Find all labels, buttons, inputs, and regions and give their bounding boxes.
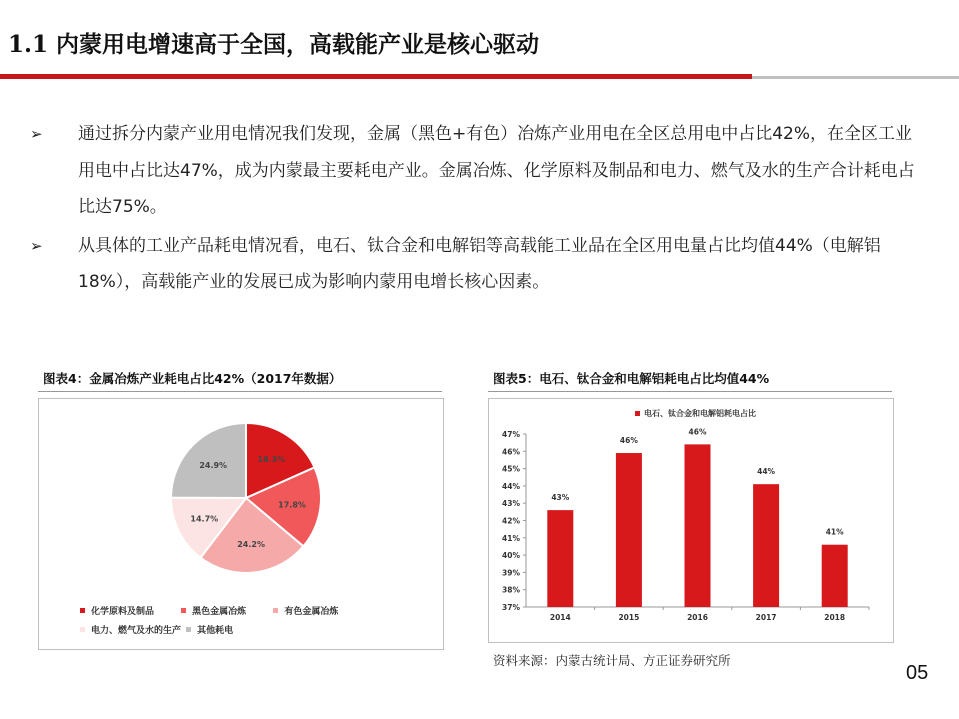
bullet-item <box>30 228 920 301</box>
pie-data-label: 24.2% <box>237 540 265 550</box>
bar-data-label: 41% <box>825 527 844 537</box>
pie-data-label: 17.8% <box>278 500 306 510</box>
x-tick-label: 2018 <box>824 613 846 622</box>
y-tick-label: 37% <box>502 603 520 612</box>
pie-legend <box>80 604 440 636</box>
bar <box>685 444 711 607</box>
x-tick-label: 2016 <box>687 613 708 622</box>
bar <box>822 545 848 607</box>
bar-data-label: 44% <box>757 467 776 477</box>
bullet-list <box>30 116 920 303</box>
legend-item <box>186 623 233 636</box>
legend-swatch <box>635 411 640 416</box>
arrow-bullet-icon: ➢ <box>30 125 43 143</box>
y-tick-label: 45% <box>502 464 520 474</box>
x-tick-label: 2017 <box>755 613 777 622</box>
legend-item <box>80 604 154 617</box>
legend-label: 电石、钛合金和电解铝耗电占比 <box>644 409 756 418</box>
figure4-title: 图表4：金属冶炼产业耗电占比42%（2017年数据） <box>43 371 342 386</box>
y-tick-label: 41% <box>502 533 520 543</box>
y-tick-label: 47% <box>502 430 520 439</box>
figure5-chart-box <box>488 398 894 643</box>
figure5-title: 图表5：电石、钛合金和电解铝耗电占比均值44% <box>493 371 770 386</box>
legend-item <box>80 623 181 636</box>
pie-data-label: 24.9% <box>199 461 228 471</box>
legend-item <box>181 604 246 617</box>
bar-chart <box>489 399 893 642</box>
x-tick-label: 2015 <box>618 613 640 622</box>
legend-label: 有色金属冶炼 <box>284 607 339 617</box>
page-title: 1.1 内蒙用电增速高于全国，高载能产业是核心驱动 <box>8 31 540 58</box>
bar <box>547 510 573 607</box>
legend-label: 其他耗电 <box>197 626 234 636</box>
title-rule-gray <box>752 76 959 79</box>
figure5-title-rule <box>488 391 892 392</box>
bullet-item <box>30 116 920 226</box>
legend-label: 化学原料及制品 <box>91 607 155 617</box>
y-tick-label: 44% <box>502 481 520 491</box>
y-tick-label: 38% <box>502 585 520 595</box>
page-number: 05 <box>906 662 929 684</box>
legend-label: 黑色金属冶炼 <box>192 607 247 617</box>
x-tick-label: 2014 <box>549 613 571 622</box>
y-tick-label: 42% <box>502 516 520 526</box>
arrow-bullet-icon: ➢ <box>30 236 43 255</box>
y-tick-label: 43% <box>502 499 520 509</box>
pie-data-label: 18.3% <box>257 454 286 464</box>
bar-data-label: 46% <box>688 427 707 437</box>
source-note: 资料来源：内蒙古统计局、方正证券研究所 <box>493 653 731 668</box>
bar-data-label: 43% <box>551 493 570 503</box>
y-tick-label: 40% <box>502 551 520 561</box>
bullet-text: 通过拆分内蒙产业用电情况我们发现，金属（黑色+有色）冶炼产业用电在全区总用电中占比42%，在全区工业用电中占比达47%，成为内蒙最主要耗电产业。金属冶炼、化学原料及制品和电力、燃气及水的生产合计耗电占比达75%。 <box>78 124 915 217</box>
pie-chart <box>39 399 443 599</box>
title-rule-red <box>0 74 752 79</box>
legend-item <box>273 604 338 617</box>
legend-swatch <box>186 627 191 632</box>
pie-data-label: 14.7% <box>190 514 219 524</box>
legend-swatch <box>80 608 85 613</box>
bar-data-label: 46% <box>619 436 638 446</box>
legend-swatch <box>181 608 186 613</box>
legend-label: 电力、燃气及水的生产 <box>91 626 182 636</box>
legend-swatch <box>273 608 278 613</box>
legend-swatch <box>80 627 85 632</box>
bullet-text: 从具体的工业产品耗电情况看，电石、钛合金和电解铝等高载能工业品在全区用电量占比均值44%（电解铝18%），高载能产业的发展已成为影响内蒙用电增长核心因素。 <box>78 235 881 292</box>
bar <box>753 484 779 607</box>
y-tick-label: 46% <box>502 447 520 457</box>
figure4-title-rule <box>38 391 442 392</box>
y-tick-label: 39% <box>502 568 520 578</box>
bar <box>616 453 642 607</box>
